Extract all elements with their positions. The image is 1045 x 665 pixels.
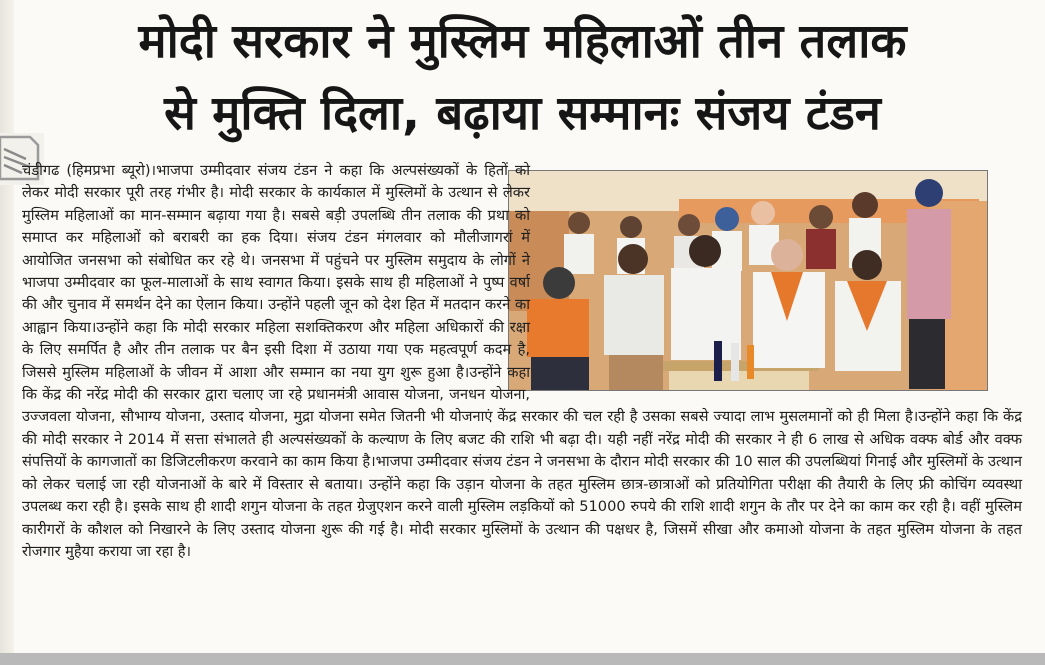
page-bottom-border (0, 653, 1045, 665)
article-body-column (22, 160, 1022, 563)
headline-line-1: मोदी सरकार ने मुस्लिम महिलाओं तीन तलाक (138, 14, 907, 69)
article-body: चंडीगढ (हिमप्रभा ब्यूरो)।भाजपा उम्मीदवार संजय टंडन ने कहा कि अल्पसंख्यकों के हितों को लेकर मोदी सरकार पूरी तरह गंभीर है। मोदी सरकार के कार्यकाल में मुस्लिमों के उत्थान से लेकर मुस्लिम महिलाओं का मान-सम्मान बढ़ाया गया है। सबसे बड़ी उपलब्धि तीन तलाक की प्रथा को समाप्त कर महिलाओं को बराबरी का हक दिया। संजय टंडन मंगलवार को मौलीजागरां में आयोजित जनसभा को संबोधित कर रहे थे। जनसभा में पहुंचने पर मुस्लिम समुदाय के लोगों ने भाजपा उम्मीदवार का फूल-मालाओं के साथ स्वागत किया। इसके साथ ही महिलाओं ने पुष्प वर्षा की और चुनाव में समर्थन देने का ऐलान किया। उन्होंने पहली जून को देश हित में मतदान करने का आह्वान किया।उन्होंने कहा कि मोदी सरकार महिला सशक्तिकरण और महिला अधिकारों की रक्षा के लिए समर्पित है और तीन तलाक पर बैन इसी दिशा में उठाया गया एक महत्वपूर्ण कदम है, जिससे मुस्लिम महिलाओं के जीवन में आशा और सम्मान का नया युग शुरू हुआ है।उन्होंने कहा कि केंद्र की नरेंद्र मोदी की सरकार द्वारा चलाए जा रहे प्रधानमंत्री आवास योजना, जनधन योजना, उज्जवला योजना, सौभाग्य योजना, उस्ताद योजना, मुद्रा योजना समेत जितनी भी योजनाएं केंद्र सरकार की चल रही है उसका सबसे ज्यादा लाभ मुसलमानों को ही मिला है।उन्होंने कहा कि केंद्र की मोदी सरकार ने 2014 में सत्ता संभालते ही अल्पसंख्यकों के कल्याण के लिए बजट की राशि भी बढ़ा दी। यही नहीं नरेंद्र मोदी की सरकार ने ही 6 लाख से अधिक वक्फ बोर्ड और वक्फ संपत्तियों के कागजातों का डिजिटलीकरण करवाने का काम किया है।भाजपा उम्मीदवार संजय टंडन ने जनसभा के दौरान मोदी सरकार की 10 साल की उपलब्धियां गिनाई और मुस्लिमों के उत्थान को लेकर चलाई जा रही योजनाओं के बारे में विस्तार से बताया। उन्होंने कहा कि उड़ान योजना के तहत मुस्लिम छात्र-छात्राओं को प्रतियोगिता परीक्षा की तैयारी के लिए फ्री कोचिंग व्यवस्था उपलब्ध करा रही है। इसके साथ ही शादी शगुन योजना के तहत ग्रेजुएशन करने वाली मुस्लिम लड़कियों को 51000 रुपये की राशि शादी शगुन के तौर पर देने का काम कर रही है। वहीं मुस्लिम कारीगरों के कौशल को निखारने के लिए उस्ताद योजना शुरू की गई है। मोदी सरकार मुस्लिमों के उत्थान की पक्षधर है, जिसमें सीखा और कमाओ योजना के तहत मुस्लिम योजना के तहत रोजगार मुहैया कराया जा रहा है। (22, 162, 1022, 560)
page-edge-shadow (0, 0, 14, 665)
photo-wrap-space (530, 160, 1022, 392)
headline (20, 6, 1025, 150)
headline-line-2: से मुक्ति दिला, बढ़ाया सम्मानः संजय टंडन (164, 86, 881, 141)
